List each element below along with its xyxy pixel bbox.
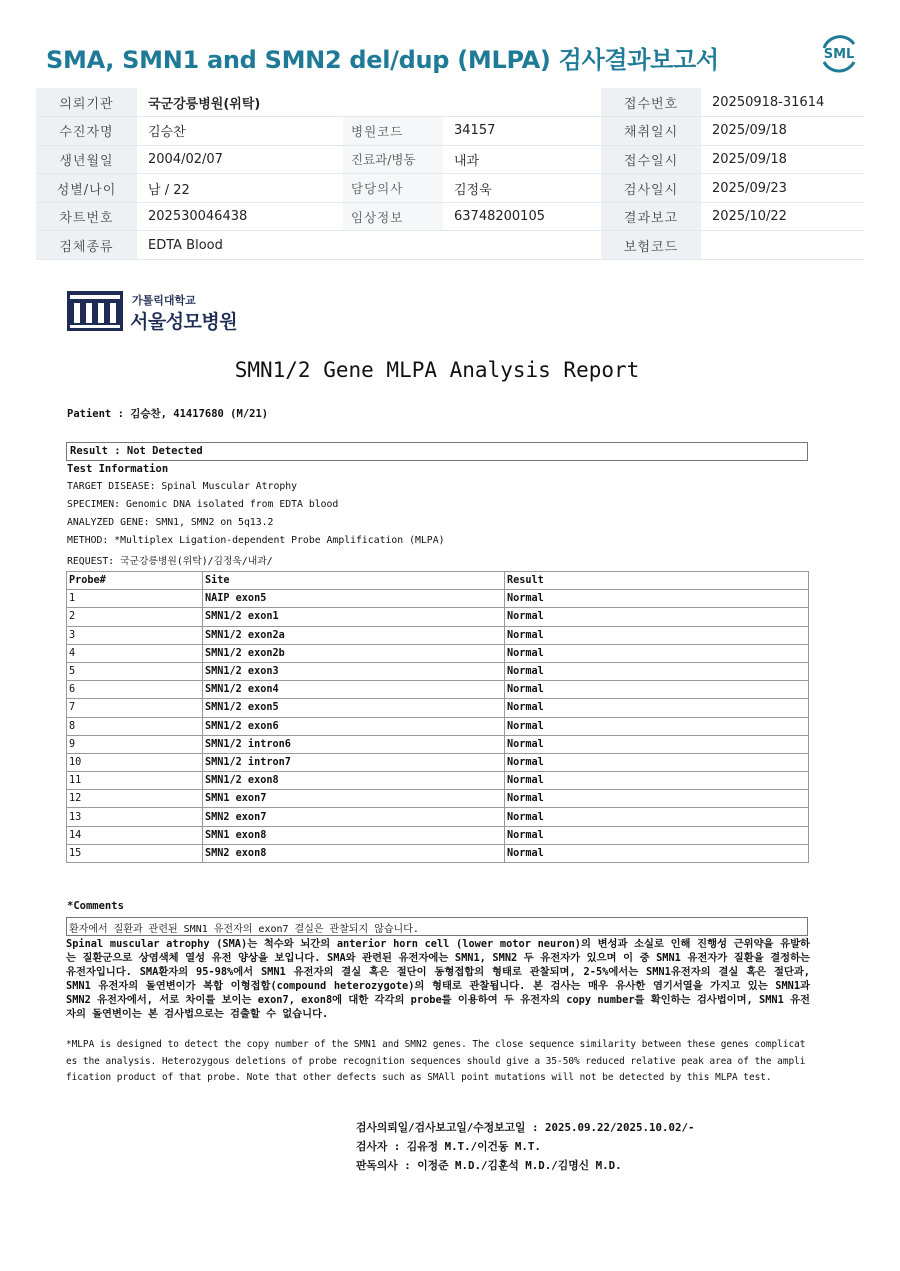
probe-result: Normal [505, 735, 809, 753]
info-row [36, 202, 864, 231]
probe-number: 11 [67, 772, 203, 790]
info-value: 20250918-31614 [701, 88, 864, 117]
table-row [67, 772, 809, 790]
info-value: 국군강릉병원(위탁) [137, 88, 601, 117]
probe-site: SMN1/2 exon8 [203, 772, 505, 790]
table-row [67, 590, 809, 608]
probe-number: 14 [67, 826, 203, 844]
info-label: 보험코드 [601, 231, 701, 260]
info-value: 2025/09/18 [701, 117, 864, 146]
probe-number: 4 [67, 644, 203, 662]
info-value: 남 / 22 [137, 174, 343, 203]
request-line: REQUEST: 국군강릉병원(위탁)/김정욱/내과/ [67, 556, 273, 567]
comment-paragraph: Spinal muscular atrophy (SMA)는 척수와 뇌간의 anterior horn cell (lower motor neuron)의 변성과 소실로 인해 진행성 근위약을 유발하는 질환군으로 상염색체 열성 유전 양상을 보입니다. SMA와 관련된 유전자에는 SMN1, SMN2 두 유전자가 있으며 이 중 SMN1 유전자가 질환을 결정하는 유전자입니다. SMA환자의 95-98%에서 SMN1 유전자의 결실 혹은 절단이 동형접합의 형태로 관찰되며, 2-5%에서는 SMN1유전자의 결실 혹은 절단과, SMN1 유전자의 돌연변이가 복합 이형접합(compound heterozygote)의 형태로 관찰됩니다. 본 검사는 매우 유사한 염기서열을 가지고 있는 SMN1과 SMN2 유전자에서, 서로 차이를 보이는 exon7, exon8에 대한 각각의 probe를 이용하여 두 유전자의 copy number를 확인하는 검사법이며, SMN1 유전자의 돌연변이는 본 검사법으로는 검출할 수 없습니다. [66, 938, 810, 1021]
info-value: 2025/10/22 [701, 202, 864, 231]
sml-logo-text: SML [823, 47, 855, 62]
info-label: 생년월일 [36, 145, 137, 174]
info-value [701, 231, 864, 260]
info-row [36, 174, 864, 203]
probe-site: SMN1/2 exon2b [203, 644, 505, 662]
table-row [67, 608, 809, 626]
info-value: 2025/09/18 [701, 145, 864, 174]
hospital-university-name: 가톨릭대학교 [132, 294, 196, 307]
probe-number: 7 [67, 699, 203, 717]
probe-number: 6 [67, 681, 203, 699]
probe-result: Normal [505, 626, 809, 644]
info-label: 차트번호 [36, 202, 137, 231]
table-row [67, 681, 809, 699]
probe-number: 15 [67, 844, 203, 862]
page-title: SMA, SMN1 and SMN2 del/dup (MLPA) 검사결과보고서 [46, 46, 719, 74]
probe-site: SMN1/2 intron6 [203, 735, 505, 753]
probe-result: Normal [505, 590, 809, 608]
probe-table [66, 571, 809, 863]
patient-line: Patient : 김승찬, 41417680 (M/21) [67, 408, 269, 420]
info-row [36, 88, 864, 117]
sml-logo-icon [816, 30, 862, 76]
table-row [67, 699, 809, 717]
table-row [67, 644, 809, 662]
reading-doctor-line: 판독의사 : 이정준 M.D./김훈석 M.D./김명신 M.D. [356, 1159, 622, 1172]
column-header: Probe# [67, 572, 203, 590]
probe-result: Normal [505, 753, 809, 771]
comments-title: *Comments [67, 900, 124, 912]
probe-result: Normal [505, 826, 809, 844]
probe-site: SMN1/2 exon5 [203, 699, 505, 717]
table-row [67, 826, 809, 844]
info-label: 임상정보 [343, 202, 443, 231]
table-row [67, 844, 809, 862]
report-dates-line: 검사의뢰일/검사보고일/수정보고일 : 2025.09.22/2025.10.02/- [356, 1121, 695, 1134]
probe-number: 13 [67, 808, 203, 826]
info-value: 202530046438 [137, 202, 343, 231]
table-row [67, 662, 809, 680]
probe-number: 2 [67, 608, 203, 626]
info-value: 김정욱 [443, 174, 601, 203]
info-row [36, 231, 864, 260]
comment-summary-box: 환자에서 질환과 관련된 SMN1 유전자의 exon7 결실은 관찰되지 않습니다. [66, 917, 808, 936]
method-line: METHOD: *Multiplex Ligation-dependent Probe Amplification (MLPA) [67, 535, 445, 546]
info-row [36, 145, 864, 174]
info-label: 접수번호 [601, 88, 701, 117]
probe-site: NAIP exon5 [203, 590, 505, 608]
probe-number: 9 [67, 735, 203, 753]
info-label: 담당의사 [343, 174, 443, 203]
info-value: 내과 [443, 145, 601, 174]
probe-result: Normal [505, 808, 809, 826]
column-header: Site [203, 572, 505, 590]
probe-result: Normal [505, 717, 809, 735]
probe-number: 8 [67, 717, 203, 735]
info-value: 63748200105 [443, 202, 601, 231]
probe-site: SMN1/2 intron7 [203, 753, 505, 771]
probe-result: Normal [505, 844, 809, 862]
info-row [36, 117, 864, 146]
info-label: 수진자명 [36, 117, 137, 146]
info-value: 34157 [443, 117, 601, 146]
report-title: SMN1/2 Gene MLPA Analysis Report [234, 358, 640, 382]
info-label: 검사일시 [601, 174, 701, 203]
probe-number: 5 [67, 662, 203, 680]
probe-result: Normal [505, 662, 809, 680]
probe-result: Normal [505, 681, 809, 699]
probe-number: 12 [67, 790, 203, 808]
result-box: Result : Not Detected [66, 442, 808, 461]
probe-result: Normal [505, 699, 809, 717]
test-info-title: Test Information [67, 463, 169, 475]
probe-site: SMN1 exon8 [203, 826, 505, 844]
info-label: 병원코드 [343, 117, 443, 146]
table-row [67, 790, 809, 808]
probe-result: Normal [505, 772, 809, 790]
probe-number: 3 [67, 626, 203, 644]
table-row [67, 808, 809, 826]
info-value: 2004/02/07 [137, 145, 343, 174]
info-value: 2025/09/23 [701, 174, 864, 203]
info-value: EDTA Blood [137, 231, 601, 260]
probe-result: Normal [505, 790, 809, 808]
table-row [67, 717, 809, 735]
probe-number: 1 [67, 590, 203, 608]
info-label: 검체종류 [36, 231, 137, 260]
tester-line: 검사자 : 김유정 M.T./이건동 M.T. [356, 1140, 541, 1153]
table-row [67, 735, 809, 753]
info-value: 김승찬 [137, 117, 343, 146]
probe-site: SMN1 exon7 [203, 790, 505, 808]
table-row [67, 626, 809, 644]
table-row [67, 753, 809, 771]
probe-result: Normal [505, 608, 809, 626]
probe-site: SMN1/2 exon3 [203, 662, 505, 680]
info-label: 의뢰기관 [36, 88, 137, 117]
info-label: 진료과/병동 [343, 145, 443, 174]
probe-site: SMN1/2 exon2a [203, 626, 505, 644]
specimen-line: SPECIMEN: Genomic DNA isolated from EDTA blood [67, 499, 339, 510]
column-header: Result [505, 572, 809, 590]
probe-table-header [67, 572, 809, 590]
info-label: 채취일시 [601, 117, 701, 146]
probe-number: 10 [67, 753, 203, 771]
probe-result: Normal [505, 644, 809, 662]
probe-site: SMN1/2 exon6 [203, 717, 505, 735]
probe-site: SMN2 exon8 [203, 844, 505, 862]
mlpa-note-paragraph: *MLPA is designed to detect the copy number of the SMN1 and SMN2 genes. The close sequence similarity between these genes complicates the analysis. Heterozygous deletions of probe recognition sequences should give a 35-50% reduced relative peak area of the amplification product of that probe. Note that other defects such as SMAll point mutations will not be detected by this MLPA test. [66, 1039, 806, 1084]
info-label: 결과보고 [601, 202, 701, 231]
probe-site: SMN2 exon7 [203, 808, 505, 826]
hospital-name: 서울성모병원 [130, 311, 238, 333]
info-label: 접수일시 [601, 145, 701, 174]
analyzed-gene-line: ANALYZED GENE: SMN1, SMN2 on 5q13.2 [67, 517, 274, 528]
hospital-emblem-icon [66, 290, 126, 332]
target-disease-line: TARGET DISEASE: Spinal Muscular Atrophy [67, 481, 298, 492]
patient-info-table [36, 88, 864, 260]
probe-site: SMN1/2 exon4 [203, 681, 505, 699]
info-label: 성별/나이 [36, 174, 137, 203]
probe-site: SMN1/2 exon1 [203, 608, 505, 626]
